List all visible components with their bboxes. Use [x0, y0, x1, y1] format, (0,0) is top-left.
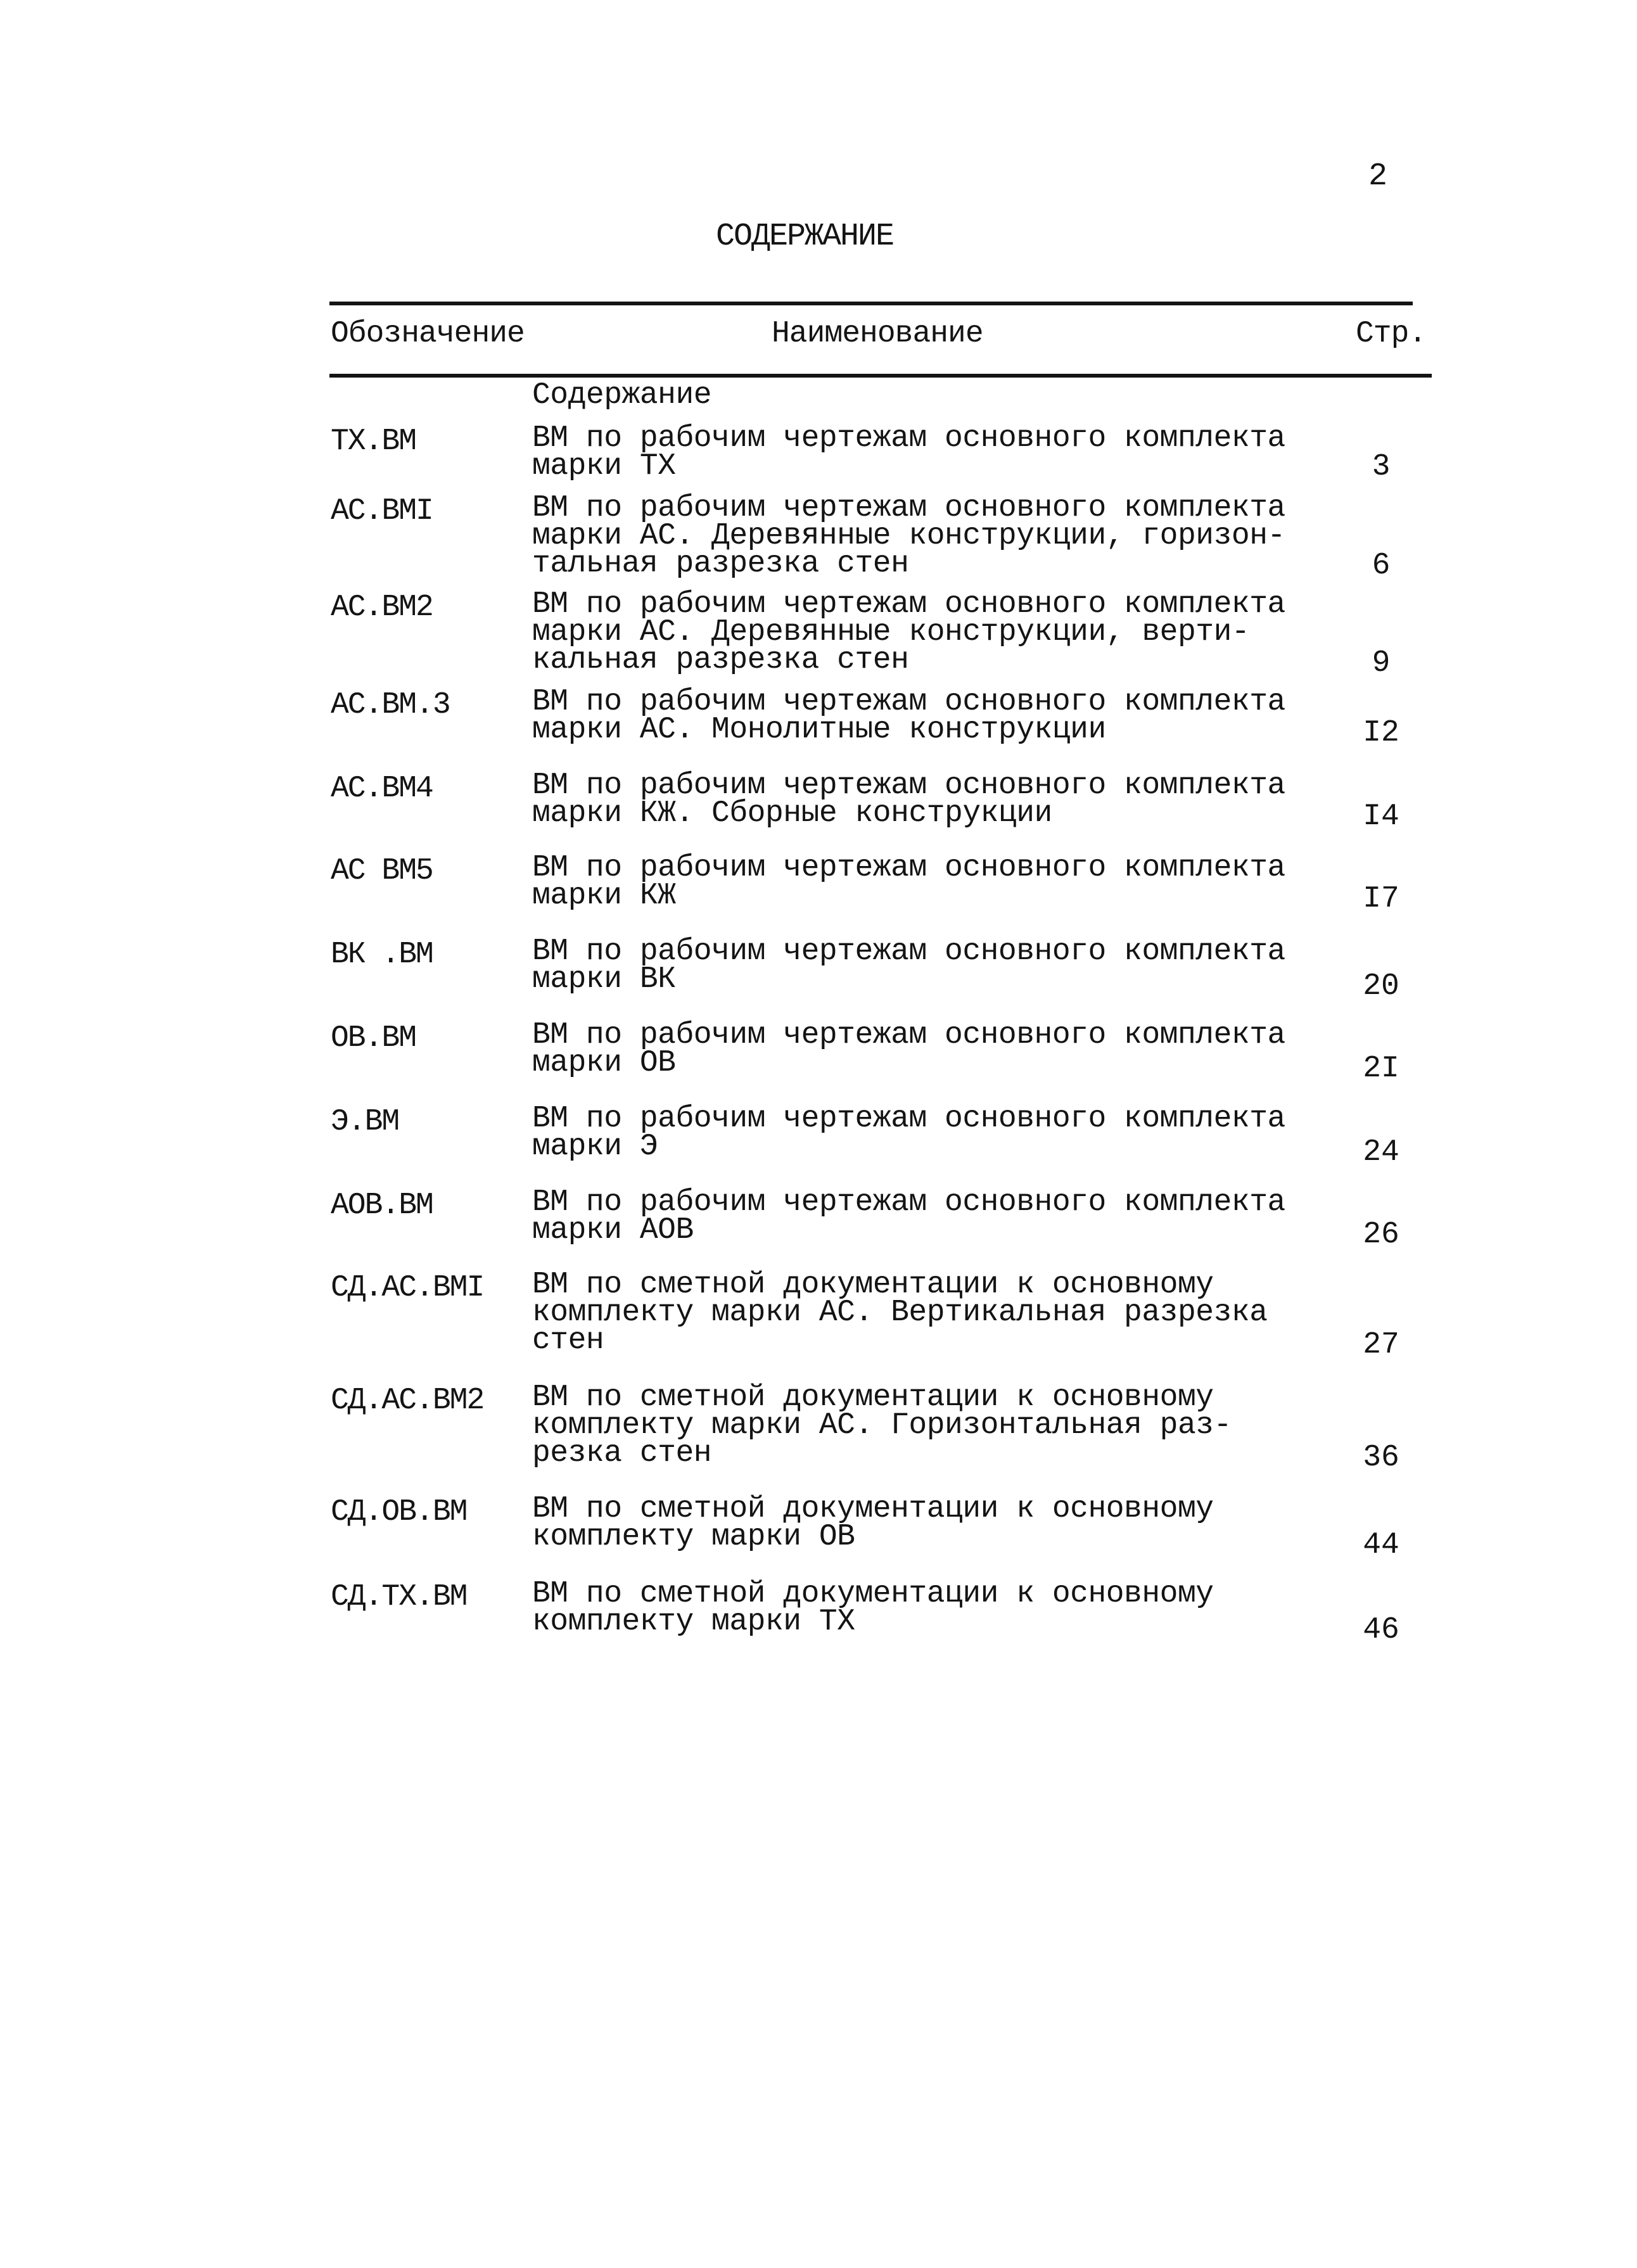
- toc-page: I2: [1363, 716, 1399, 750]
- toc-code: СД.ТХ.ВМ: [331, 1580, 467, 1614]
- toc-code: ОВ.ВМ: [331, 1021, 416, 1055]
- toc-name: [532, 587, 1285, 677]
- toc-name: [532, 1492, 1280, 1554]
- toc-name-line: ВМ по рабочим чертежам основного комплекта: [532, 685, 1285, 719]
- toc-code: ТХ.ВМ: [331, 424, 416, 459]
- toc-name-line: марки Э: [532, 1130, 658, 1164]
- toc-name-line: ВМ по рабочим чертежам основного комплекта: [532, 1185, 1285, 1220]
- header-name: Наименование: [772, 317, 983, 351]
- toc-name: [532, 421, 1285, 483]
- toc-name-line: ВМ по рабочим чертежам основного комплекта: [532, 587, 1285, 621]
- toc-name-line: комплекту марки АС. Горизонтальная раз-: [532, 1408, 1232, 1443]
- toc-name-line: кальная разрезка стен: [532, 643, 909, 677]
- toc-name-line: ВМ по сметной документации к основному: [532, 1268, 1214, 1302]
- toc-name: [532, 1577, 1280, 1639]
- toc-page: 6: [1372, 549, 1391, 583]
- toc-name-line: ВМ по рабочим чертежам основного комплекта: [532, 1018, 1285, 1052]
- toc-name-line: Содержание: [532, 378, 712, 412]
- toc-page: I4: [1363, 800, 1399, 834]
- toc-name-line: ВМ по рабочим чертежам основного комплекта: [532, 421, 1285, 456]
- toc-page: 27: [1363, 1328, 1399, 1362]
- toc-name: [532, 1018, 1285, 1080]
- toc-page: 3: [1372, 450, 1391, 484]
- toc-name-line: ВМ по сметной документации к основному: [532, 1577, 1214, 1611]
- toc-name-line: стен: [532, 1323, 604, 1358]
- toc-name: [532, 1185, 1285, 1247]
- toc-code: АОВ.ВМ: [331, 1188, 433, 1223]
- toc-name-line: ВМ по рабочим чертежам основного комплекта: [532, 491, 1285, 525]
- toc-name: [532, 378, 1280, 412]
- header-code: Обозначение: [331, 317, 525, 351]
- toc-page: 2I: [1363, 1052, 1399, 1086]
- toc-name-line: марки АС. Монолитные конструкции: [532, 713, 1106, 747]
- toc-code: АС.ВМ.3: [331, 688, 450, 722]
- toc-name-line: марки АОВ: [532, 1213, 694, 1247]
- page-title: СОДЕРЖАНИЕ: [716, 219, 894, 255]
- toc-name: [532, 1380, 1280, 1470]
- toc-name: [532, 768, 1285, 831]
- toc-name-line: марки ТХ: [532, 449, 676, 483]
- toc-name: [532, 934, 1285, 997]
- toc-name: [532, 685, 1285, 747]
- toc-code: АС.ВМ2: [331, 590, 433, 625]
- toc-name-line: марки АС. Деревянные конструкции, верти-: [532, 615, 1250, 649]
- toc-name: [532, 851, 1285, 913]
- toc-code: АС.ВМI: [331, 494, 433, 528]
- toc-page: 9: [1372, 646, 1391, 680]
- toc-code: ВК .ВМ: [331, 938, 433, 972]
- header-page: Стр.: [1356, 317, 1427, 351]
- toc-page: 44: [1363, 1528, 1399, 1562]
- toc-code: СД.АС.ВМI: [331, 1271, 484, 1305]
- toc-name-line: ВМ по рабочим чертежам основного комплекта: [532, 934, 1285, 969]
- table-header-rule: [329, 374, 1432, 378]
- toc-name-line: ВМ по рабочим чертежам основного комплекта: [532, 768, 1285, 803]
- toc-code: АС.ВМ4: [331, 772, 433, 806]
- toc-name-line: марки ВК: [532, 962, 676, 997]
- table-top-rule: [329, 302, 1413, 305]
- toc-name-line: комплекту марки АС. Вертикальная разрезка: [532, 1296, 1268, 1330]
- toc-name-line: ВМ по рабочим чертежам основного комплекта: [532, 1102, 1285, 1136]
- toc-code: АС ВМ5: [331, 854, 433, 888]
- toc-name: [532, 1268, 1280, 1358]
- toc-name-line: ВМ по сметной документации к основному: [532, 1492, 1214, 1526]
- toc-name-line: тальная разрезка стен: [532, 547, 909, 581]
- toc-name-line: комплекту марки ТХ: [532, 1605, 855, 1639]
- toc-code: СД.ОВ.ВМ: [331, 1495, 467, 1529]
- toc-name-line: марки КЖ: [532, 879, 676, 913]
- toc-name-line: марки ОВ: [532, 1046, 676, 1080]
- toc-name-line: ВМ по рабочим чертежам основного комплекта: [532, 851, 1285, 885]
- toc-page: 36: [1363, 1441, 1399, 1475]
- toc-name: [532, 491, 1285, 581]
- toc-page: 20: [1363, 969, 1399, 1003]
- page-number: 2: [1368, 158, 1388, 194]
- toc-page: I7: [1363, 882, 1399, 916]
- toc-page: 24: [1363, 1135, 1399, 1169]
- toc-code: СД.АС.ВМ2: [331, 1384, 484, 1418]
- toc-name-line: комплекту марки ОВ: [532, 1520, 855, 1554]
- toc-code: Э.ВМ: [331, 1105, 399, 1139]
- toc-name-line: ВМ по сметной документации к основному: [532, 1380, 1214, 1415]
- toc-name-line: марки АС. Деревянные конструкции, горизон-: [532, 519, 1285, 553]
- toc-name-line: резка стен: [532, 1436, 712, 1470]
- toc-name: [532, 1102, 1285, 1164]
- toc-page: 46: [1363, 1613, 1399, 1647]
- toc-name-line: марки КЖ. Сборные конструкции: [532, 796, 1052, 831]
- toc-page: 26: [1363, 1218, 1399, 1252]
